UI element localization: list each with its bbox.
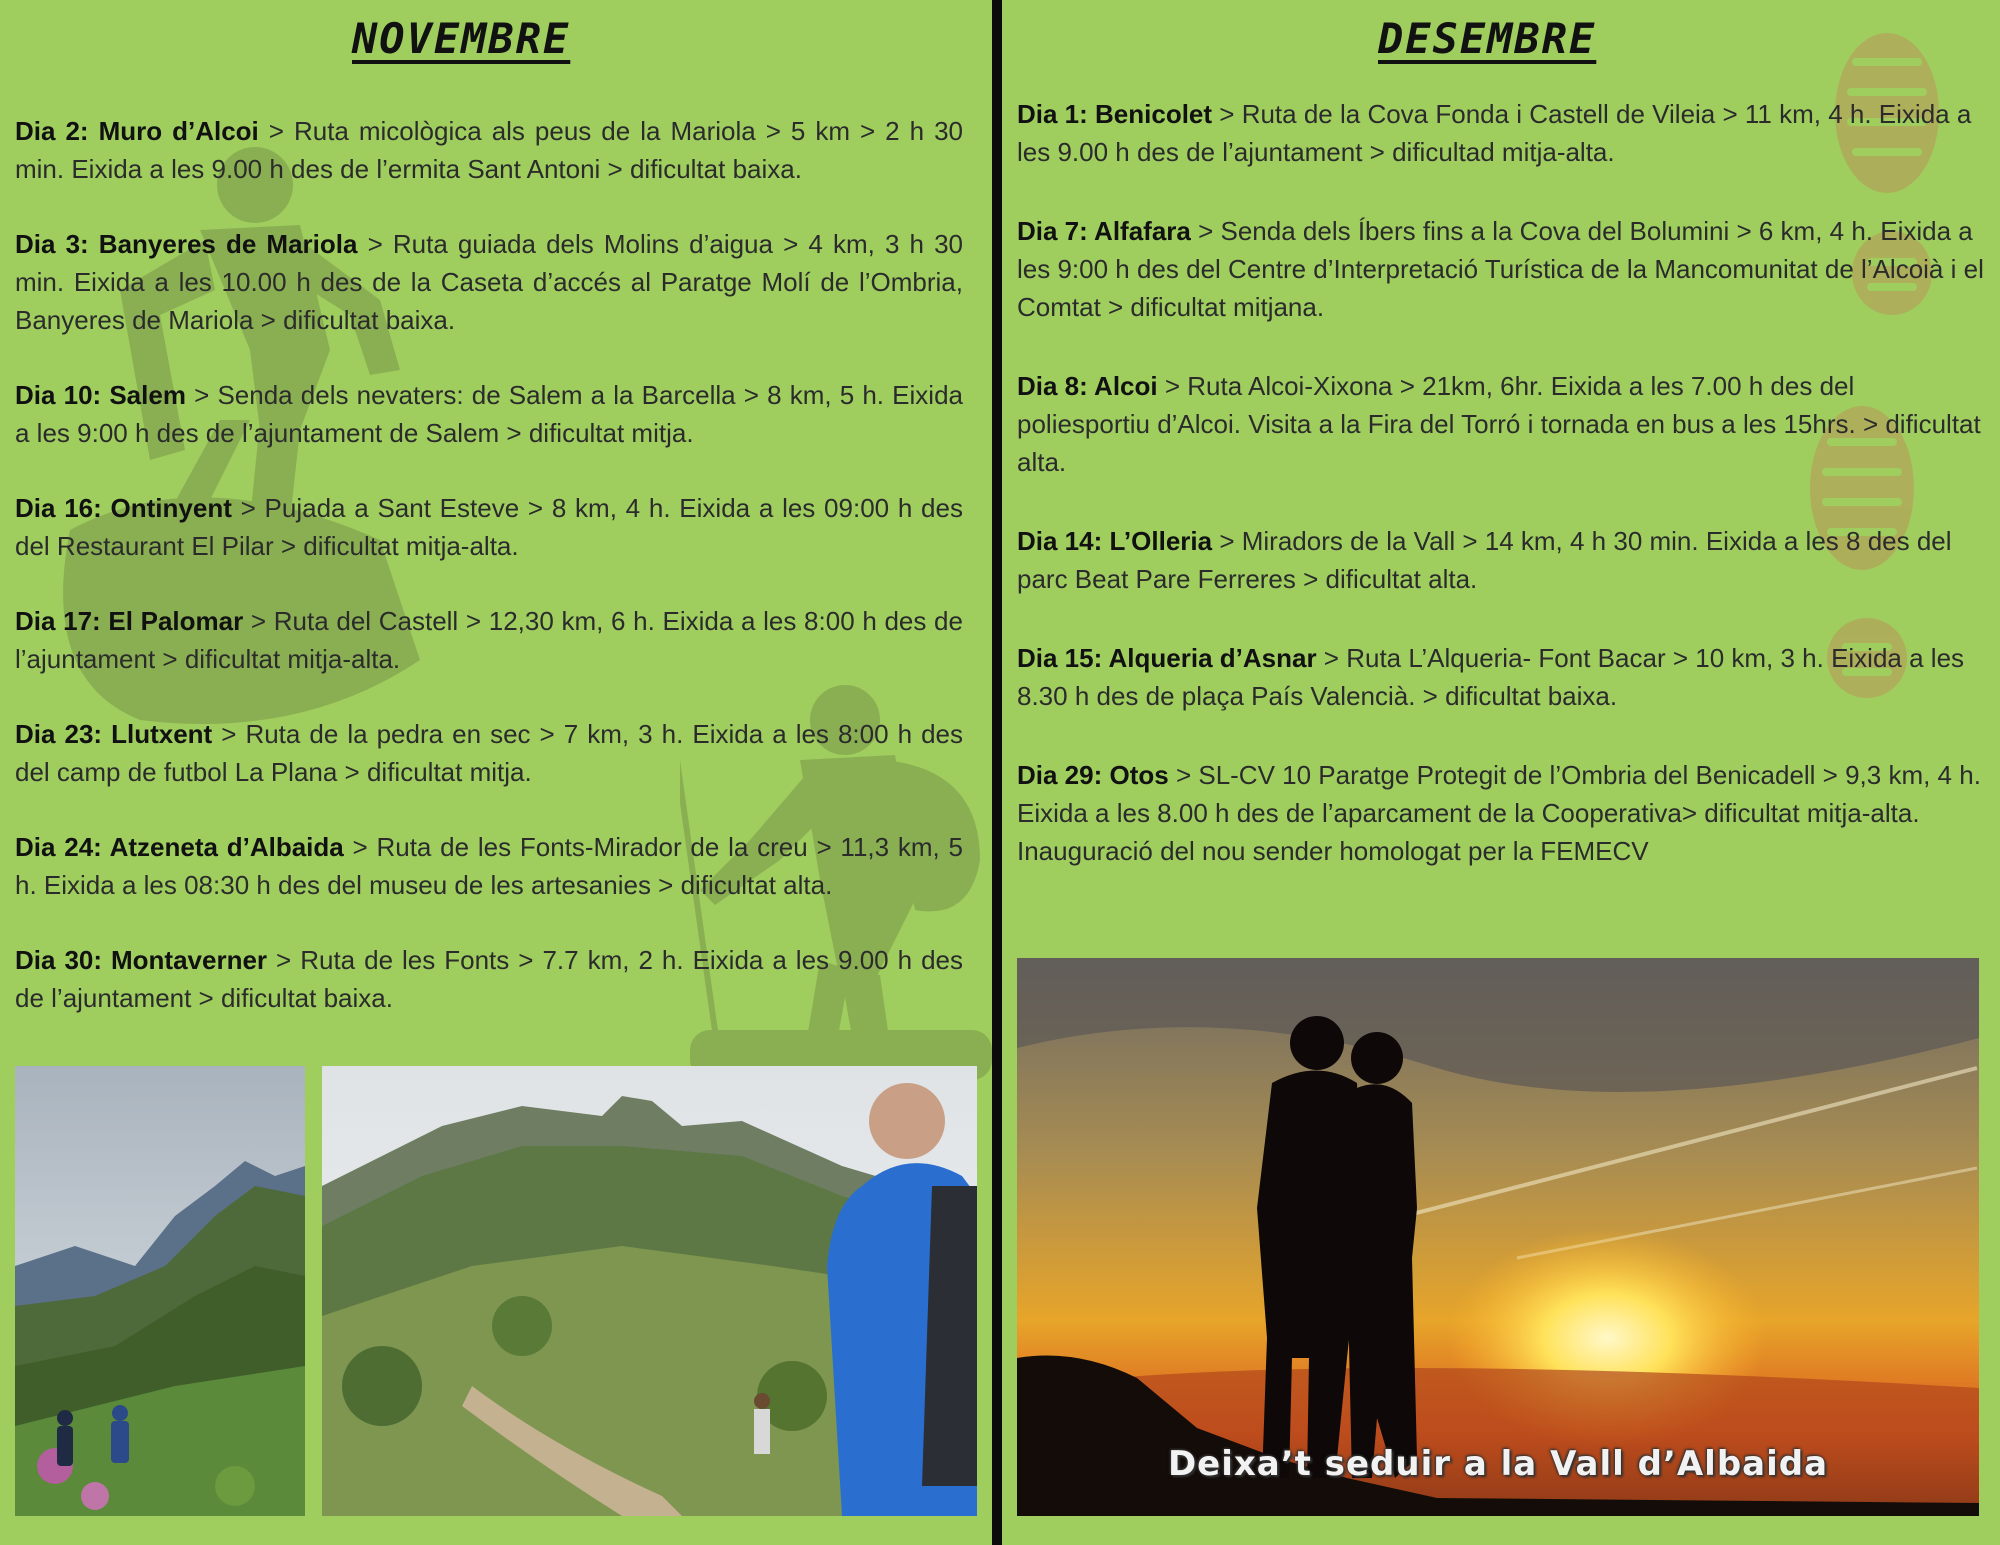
list-item: [1017, 95, 1985, 171]
event-details: > Ruta micològica als peus de la Mariola > 5 km > 2 h 30 min. Eixida a les 9.00 h des de l’ermita Sant Antoni > dificultat baixa.: [15, 116, 963, 184]
event-details: > Senda dels Íbers fins a la Cova del Bolumini > 6 km, 4 h. Eixida a les 9:00 h des del Centre d’Interpretació Turística de la Mancomunitat de l’Alcoià i el Comtat > dificultat mitjana.: [1017, 216, 1984, 322]
event-heading: Dia 30: Montaverner: [15, 945, 268, 975]
event-heading: Dia 7: Alfafara: [1017, 216, 1191, 246]
event-heading: Dia 1: Benicolet: [1017, 99, 1213, 129]
list-item: [15, 112, 963, 188]
event-heading: Dia 14: L’Olleria: [1017, 526, 1213, 556]
event-heading: Dia 24: Atzeneta d’Albaida: [15, 832, 344, 862]
december-event-list: [1017, 95, 1985, 911]
event-heading: Dia 2: Muro d’Alcoi: [15, 116, 259, 146]
photo-caption: Deixa’t seduir a la Vall d’Albaida: [1167, 1444, 1829, 1484]
event-heading: Dia 17: El Palomar: [15, 606, 244, 636]
event-heading: Dia 23: Llutxent: [15, 719, 213, 749]
sunset-couple-photo: [1017, 958, 1979, 1516]
list-item: [1017, 212, 1985, 326]
list-item: [15, 828, 963, 904]
list-item: [15, 941, 963, 1017]
column-divider: [992, 0, 1002, 1545]
list-item: [1017, 756, 1985, 870]
hiking-photo-1: [15, 1066, 305, 1516]
event-heading: Dia 8: Alcoi: [1017, 371, 1158, 401]
event-details: > Ruta del Castell > 12,30 km, 6 h. Eixida a les 8:00 h des de l’ajuntament > dificultat mitja-alta.: [15, 606, 963, 674]
event-heading: Dia 15: Alqueria d’Asnar: [1017, 643, 1317, 673]
event-details: > Miradors de la Vall > 14 km, 4 h 30 min. Eixida a les 8 des del parc Beat Pare Ferreres > dificultat alta.: [1017, 526, 1952, 594]
event-details: > Ruta guiada dels Molins d’aigua > 4 km, 3 h 30 min. Eixida a les 10.00 h des de la Caseta d’accés al Paratge Molí de l’Ombria, Banyeres de Mariola > dificultat baixa.: [15, 229, 963, 335]
november-event-list: [15, 112, 963, 1054]
event-heading: Dia 29: Otos: [1017, 760, 1169, 790]
list-item: [15, 602, 963, 678]
event-details: > Ruta L’Alqueria- Font Bacar > 10 km, 3 h. Eixida a les 8.30 h des de plaça País Valencià. > dificultat baixa.: [1017, 643, 1965, 711]
event-heading: Dia 16: Ontinyent: [15, 493, 232, 523]
event-details: > Ruta de la Cova Fonda i Castell de Vileia > 11 km, 4 h. Eixida a les 9.00 h des de l’ajuntament > dificultad mitja-alta.: [1017, 99, 1972, 167]
list-item: [1017, 639, 1985, 715]
december-column: [1002, 0, 2000, 1545]
event-details: > Ruta de la pedra en sec > 7 km, 3 h. Eixida a les 8:00 h des del camp de futbol La Plana > dificultat mitja.: [15, 719, 963, 787]
event-details: > Pujada a Sant Esteve > 8 km, 4 h. Eixida a les 09:00 h des del Restaurant El Pilar > dificultat mitja-alta.: [15, 493, 963, 561]
list-item: [15, 225, 963, 339]
list-item: [1017, 367, 1985, 481]
event-details: > Ruta Alcoi-Xixona > 21km, 6hr. Eixida a les 7.00 h des del poliesportiu d’Alcoi. Visita a la Fira del Torró i tornada en bus a les 15hrs. > dificultat alta.: [1017, 371, 1981, 477]
event-details: > Senda dels nevaters: de Salem a la Barcella > 8 km, 5 h. Eixida a les 9:00 h des de l’ajuntament de Salem > dificultat mitja.: [15, 380, 963, 448]
event-heading: Dia 10: Salem: [15, 380, 186, 410]
list-item: [15, 489, 963, 565]
november-column: [0, 0, 992, 1545]
event-details: > Ruta de les Fonts > 7.7 km, 2 h. Eixida a les 9.00 h des de l’ajuntament > dificultat baixa.: [15, 945, 963, 1013]
month-title-november: NOVEMBRE: [352, 14, 571, 63]
event-heading: Dia 3: Banyeres de Mariola: [15, 229, 358, 259]
list-item: [1017, 522, 1985, 598]
list-item: [15, 376, 963, 452]
month-title-december: DESEMBRE: [1378, 14, 1597, 63]
hiking-photo-2: [322, 1066, 977, 1516]
list-item: [15, 715, 963, 791]
event-details: > SL-CV 10 Paratge Protegit de l’Ombria del Benicadell > 9,3 km, 4 h. Eixida a les 8.00 h des de l’aparcament de la Cooperativa> dificultat mitja-alta. Inauguració del nou sender homologat per la FEMECV: [1017, 760, 1981, 866]
event-details: > Ruta de les Fonts-Mirador de la creu > 11,3 km, 5 h. Eixida a les 08:30 h des del museu de les artesanies > dificultat alta.: [15, 832, 963, 900]
